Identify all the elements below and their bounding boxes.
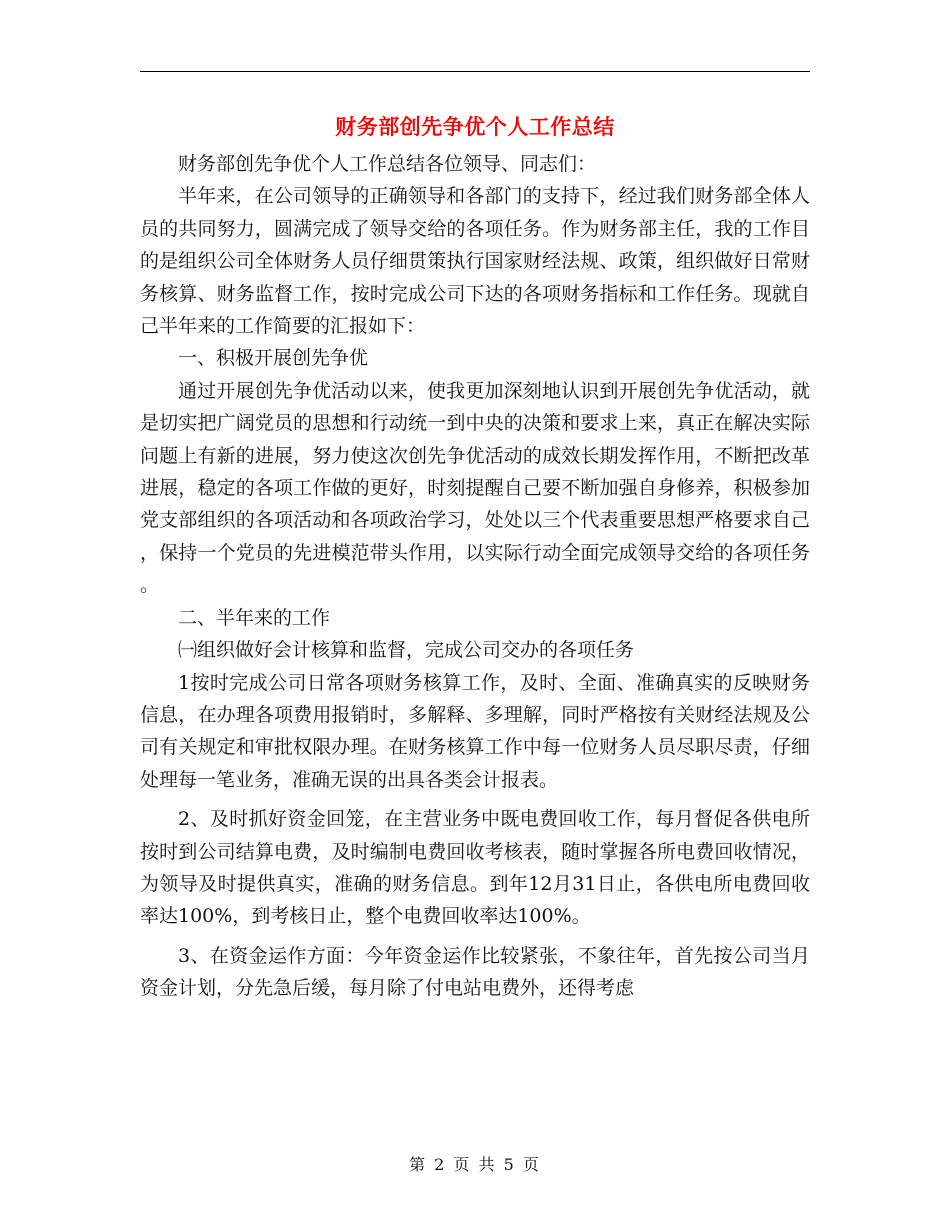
header-rule <box>140 71 810 72</box>
document-body <box>140 148 810 1005</box>
section-heading-2: 二、半年来的工作 <box>178 606 331 629</box>
document-title: 财务部创先争优个人工作总结 <box>335 114 615 139</box>
paragraph-intro: 半年来，在公司领导的正确领导和各部门的支持下，经过我们财务部全体人员的共同努力，圆满完成了领导交给的各项任务。作为财务部主任，我的工作目的是组织公司全体财务人员仔细贯策执行国家财经法规、政策，组织做好日常财务核算、财务监督工作，按时完成公司下达的各项财务指标和工作任务。现就自己半年来的工作简要的汇报如下： <box>140 185 810 338</box>
section-heading-1: 一、积极开展创先争优 <box>178 347 369 370</box>
paragraph-item-2: 2、及时抓好资金回笼，在主营业务中既电费回收工作，每月督促各供电所按时到公司结算电费，及时编制电费回收考核表，随时掌握各所电费回收情况，为领导及时提供真实，准确的财务信息。到年12月31日止，各供电所电费回收率达100%，到考核日止，整个电费回收率达100%。 <box>140 808 810 928</box>
subsection-heading-1: ㈠组织做好会计核算和监督，完成公司交办的各项任务 <box>178 639 635 662</box>
page-number-footer: 第 2 页 共 5 页 <box>409 1155 541 1174</box>
paragraph-section-1: 通过开展创先争优活动以来，使我更加深刻地认识到开展创先争优活动，就是切实把广阔党员的思想和行动统一到中央的决策和要求上来，真正在解决实际问题上有新的进展，努力使这次创先争优活动的成效长期发挥作用，不断把改革进展，稳定的各项工作做的更好，时刻提醒自己要不断加强自身修养，积极参加党支部组织的各项活动和各项政治学习，处处以三个代表重要思想严格要求自己，保持一个党员的先进模范带头作用，以实际行动全面完成领导交给的各项任务。 <box>140 379 810 597</box>
paragraph-salutation: 财务部创先争优个人工作总结各位领导、同志们： <box>178 153 597 175</box>
paragraph-item-3: 3、在资金运作方面：今年资金运作比较紧张，不象往年，首先按公司当月资金计划，分先急后缓，每月除了付电站电费外，还得考虑 <box>140 944 810 1000</box>
paragraph-item-1: 1按时完成公司日常各项财务核算工作，及时、全面、准确真实的反映财务信息，在办理各项费用报销时，多解释、多理解，同时严格按有关财经法规及公司有关规定和审批权限办理。在财务核算工作中每一位财务人员尽职尽责，仔细处理每一笔业务，准确无误的出具各类会计报表。 <box>140 671 810 791</box>
